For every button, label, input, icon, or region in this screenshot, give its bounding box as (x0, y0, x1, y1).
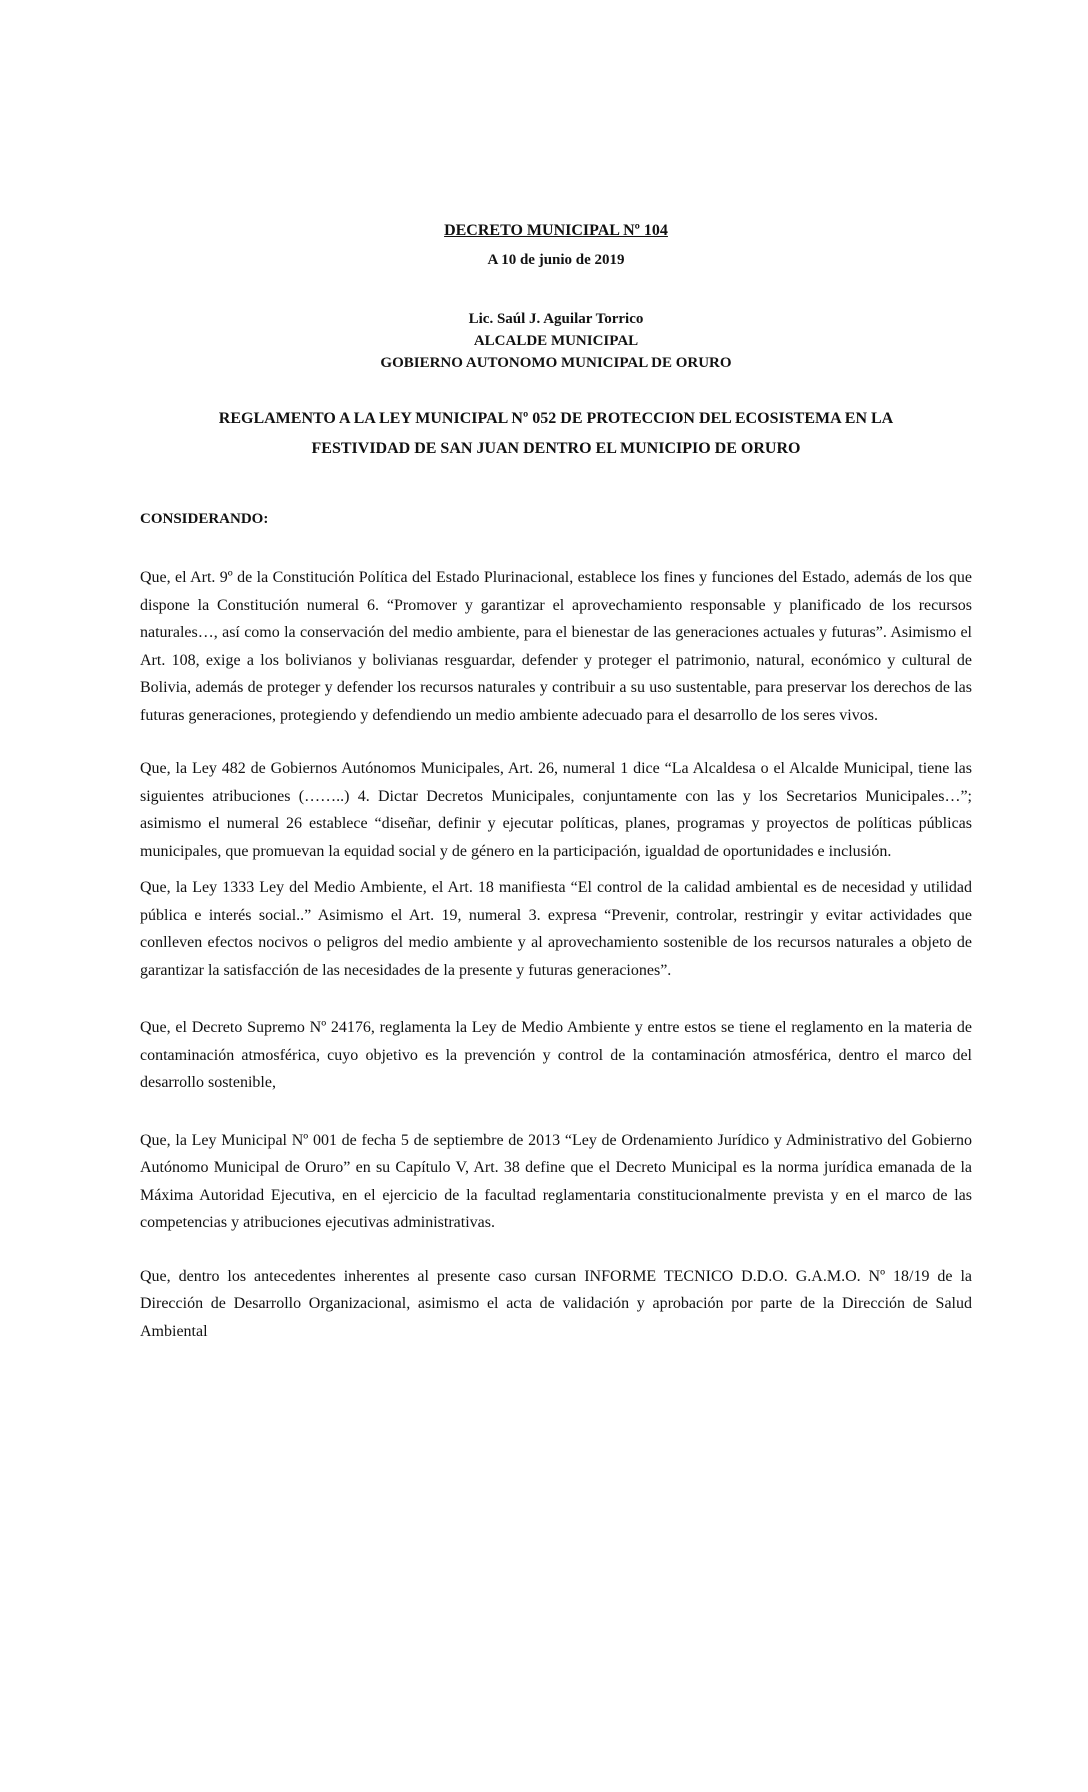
regulation-title-line-2: FESTIVIDAD DE SAN JUAN DENTRO EL MUNICIPIO DE ORURO (311, 440, 801, 457)
signatory-role: ALCALDE MUNICIPAL (473, 333, 639, 349)
regulation-title-line-1: REGLAMENTO A LA LEY MUNICIPAL Nº 052 DE PROTECCION DEL ECOSISTEMA EN LA (218, 410, 894, 427)
decree-title: DECRETO MUNICIPAL Nº 104 (444, 222, 668, 239)
decree-date: A 10 de junio de 2019 (487, 252, 625, 268)
signatory-entity: GOBIERNO AUTONOMO MUNICIPAL DE ORURO (380, 355, 732, 371)
paragraph-constitution: Que, el Art. 9º de la Constitución Política del Estado Plurinacional, establece los fines y funciones del Estado, además de los que dispone la Constitución numeral 6. “Promover y garantizar el aprovechamiento responsable y planificado de los recursos naturales…, así como la conservación del medio ambiente, para el bienestar de las generaciones actuales y futuras”. Asimismo el Art. 108, exige a los bolivianos y bolivianas resguardar, defender y proteger el patrimonio, natural, económico y cultural de Bolivia, además de proteger y defender los recursos naturales y contribuir a su uso sustentable, para preservar los derechos de las futuras generaciones, protegiendo y defendiendo un medio ambiente adecuado para el desarrollo de los seres vivos. (140, 569, 972, 724)
paragraph-supreme-decree: Que, el Decreto Supremo Nº 24176, reglamenta la Ley de Medio Ambiente y entre estos se tiene el reglamento en la materia de contaminación atmosférica, cuyo objetivo es la prevención y control de la contaminación atmosférica, dentro el marco del desarrollo sostenible, (140, 1019, 972, 1091)
signatory-block (140, 308, 972, 374)
paragraph-law-1333: Que, la Ley 1333 Ley del Medio Ambiente, el Art. 18 manifiesta “El control de la calidad ambiental es de necesidad y utilidad pública e interés social..” Asimismo el Art. 19, numeral 3. expresa “Prevenir, controlar, restringir y evitar actividades que conlleven efectos nocivos o peligros del medio ambiente y al aprovechamiento sostenible de los recursos naturales a objeto de garantizar la satisfacción de las necesidades de la presente y futuras generaciones”. (140, 879, 972, 979)
considering-heading: CONSIDERANDO: (140, 511, 269, 527)
paragraph-law-482: Que, la Ley 482 de Gobiernos Autónomos Municipales, Art. 26, numeral 1 dice “La Alcaldesa o el Alcalde Municipal, tiene las siguientes atribuciones (……..) 4. Dictar Decretos Municipales, conjuntamente con las y los Secretarios Municipales…”; asimismo el numeral 26 establece “diseñar, definir y ejecutar políticas, planes, programas y proyectos de políticas públicas municipales, que promuevan la equidad social y de género en la participación, igualdad de oportunidades e inclusión. (140, 760, 972, 860)
paragraph-technical-report: Que, dentro los antecedentes inherentes al presente caso cursan INFORME TECNICO D.D.O. G.A.M.O. Nº 18/19 de la Dirección de Desarrollo Organizacional, asimismo el acta de validación y aprobación por parte de la Dirección de Salud Ambiental (140, 1267, 972, 1340)
regulation-title (140, 404, 972, 464)
decree-header (140, 218, 972, 270)
document-content (140, 218, 972, 1345)
paragraph-municipal-law-001: Que, la Ley Municipal Nº 001 de fecha 5 de septiembre de 2013 “Ley de Ordenamiento Jurídico y Administrativo del Gobierno Autónomo Municipal de Oruro” en su Capítulo V, Art. 38 define que el Decreto Municipal es la norma jurídica emanada de la Máxima Autoridad Ejecutiva, en el ejercicio de la facultad reglamentaria constitucionalmente prevista y en el marco de las competencias y atribuciones ejecutivas administrativas. (140, 1131, 972, 1231)
signatory-name: Lic. Saúl J. Aguilar Torrico (468, 311, 644, 327)
